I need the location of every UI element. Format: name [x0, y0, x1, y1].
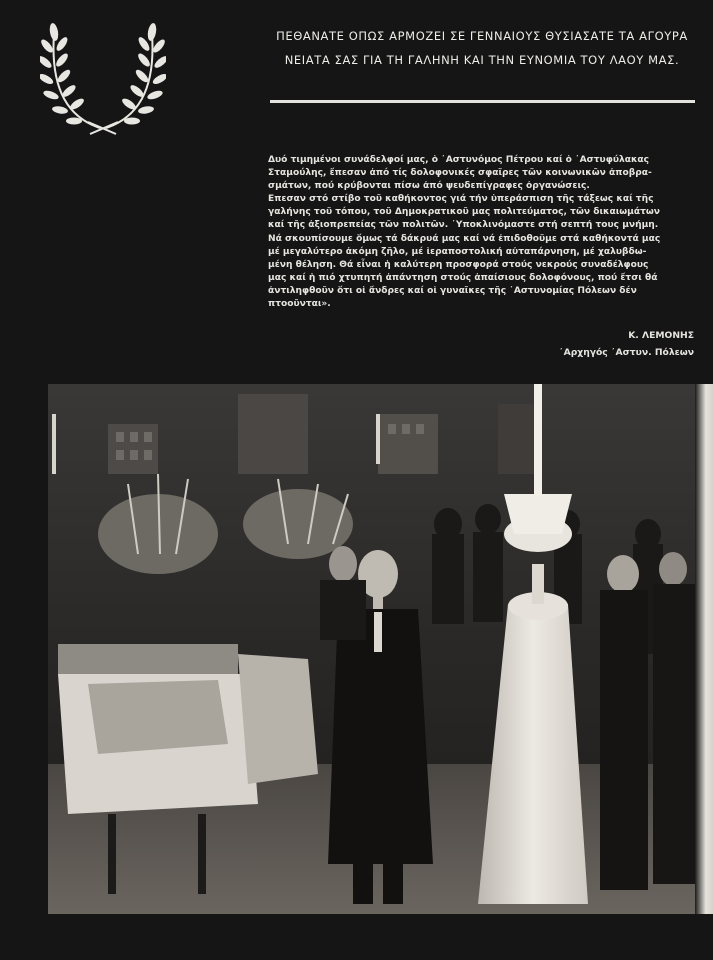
message-line: μέ μεγαλύτερο ἀκόμη ζῆλο, μέ ἱεραποστολική αὐταπάρνηση, μέ χαλυβδω- [268, 246, 647, 257]
message-line: μας καί ἡ πιό χτυπητή ἀπάντηση στούς ἀπαίσιους δολοφόνους, πού ἔτσι θά [268, 272, 658, 283]
signature-block [420, 327, 694, 361]
message-line: Επεσαν στό στίβο τοῦ καθήκοντος γιά τήν ὑπεράσπιση τῆς τάξεως καί τῆς [268, 194, 654, 205]
signature-name: Κ. ΛΕΜΟΝΗΣ [628, 330, 694, 341]
signature-title: ᾿Αρχηγός ᾿Αστυν. Πόλεων [558, 347, 694, 358]
message-line: πτοοῦνται». [268, 299, 331, 310]
page-edge [695, 384, 713, 914]
message-line: Νά σκουπίσουμε ὅμως τά δάκρυά μας καί νά ἐπιδοθοῦμε στά καθήκοντά μας [268, 233, 661, 244]
memorial-message [268, 154, 698, 311]
message-line: Σταμούλης, ἔπεσαν ἀπό τίς δολοφονικές σφαῖρες τῶν κοινωνικῶν ἀποβρα- [268, 168, 652, 179]
divider-rule [270, 100, 695, 103]
message-line: σμάτων, πού κρύβονται πίσω ἀπό ψευδεπίγραφες ὀργανώσεις. [268, 181, 590, 192]
funeral-photograph [48, 384, 695, 914]
message-line: Δυό τιμημένοι συνάδελφοί μας, ὁ ᾿Αστυνόμος Πέτρου καί ὁ ᾿Αστυφύλακας [268, 155, 650, 165]
message-line: μένη θέληση. Θά εἶναι ἡ καλύτερη προσφορά στούς νεκρούς συναδέλφους [268, 259, 649, 270]
message-line: ἀντιληφθοῦν ὅτι οἱ ἄνδρες καί οἱ γυναῖκες τῆς ᾿Αστυνομίας Πόλεων δέν [268, 285, 637, 296]
laurel-wreath-icon [40, 22, 166, 140]
memorial-headline [258, 24, 706, 72]
message-line: γαλήνης τοῦ τόπου, τοῦ Δημοκρατικοῦ μας πολιτεύματος, τῶν δικαιωμάτων [268, 207, 660, 218]
headline-line-1: ΠΕΘΑΝΑΤΕ ΟΠΩΣ ΑΡΜΟΖΕΙ ΣΕ ΓΕΝΝΑΙΟΥΣ ΘΥΣΙΑΣΑΤΕ ΤΑ ΑΓΟΥΡΑ [276, 29, 688, 43]
message-line: καί τῆς ἀξιοπρεπείας τῶν πολιτῶν. ᾿Υποκλινόμαστε στή σεπτή τους μνήμη. [268, 220, 659, 231]
headline-line-2: ΝΕΙΑΤΑ ΣΑΣ ΓΙΑ ΤΗ ΓΑΛΗΝΗ ΚΑΙ ΤΗΝ ΕΥΝΟΜΙΑ ΤΟΥ ΛΑΟΥ ΜΑΣ. [284, 53, 680, 67]
